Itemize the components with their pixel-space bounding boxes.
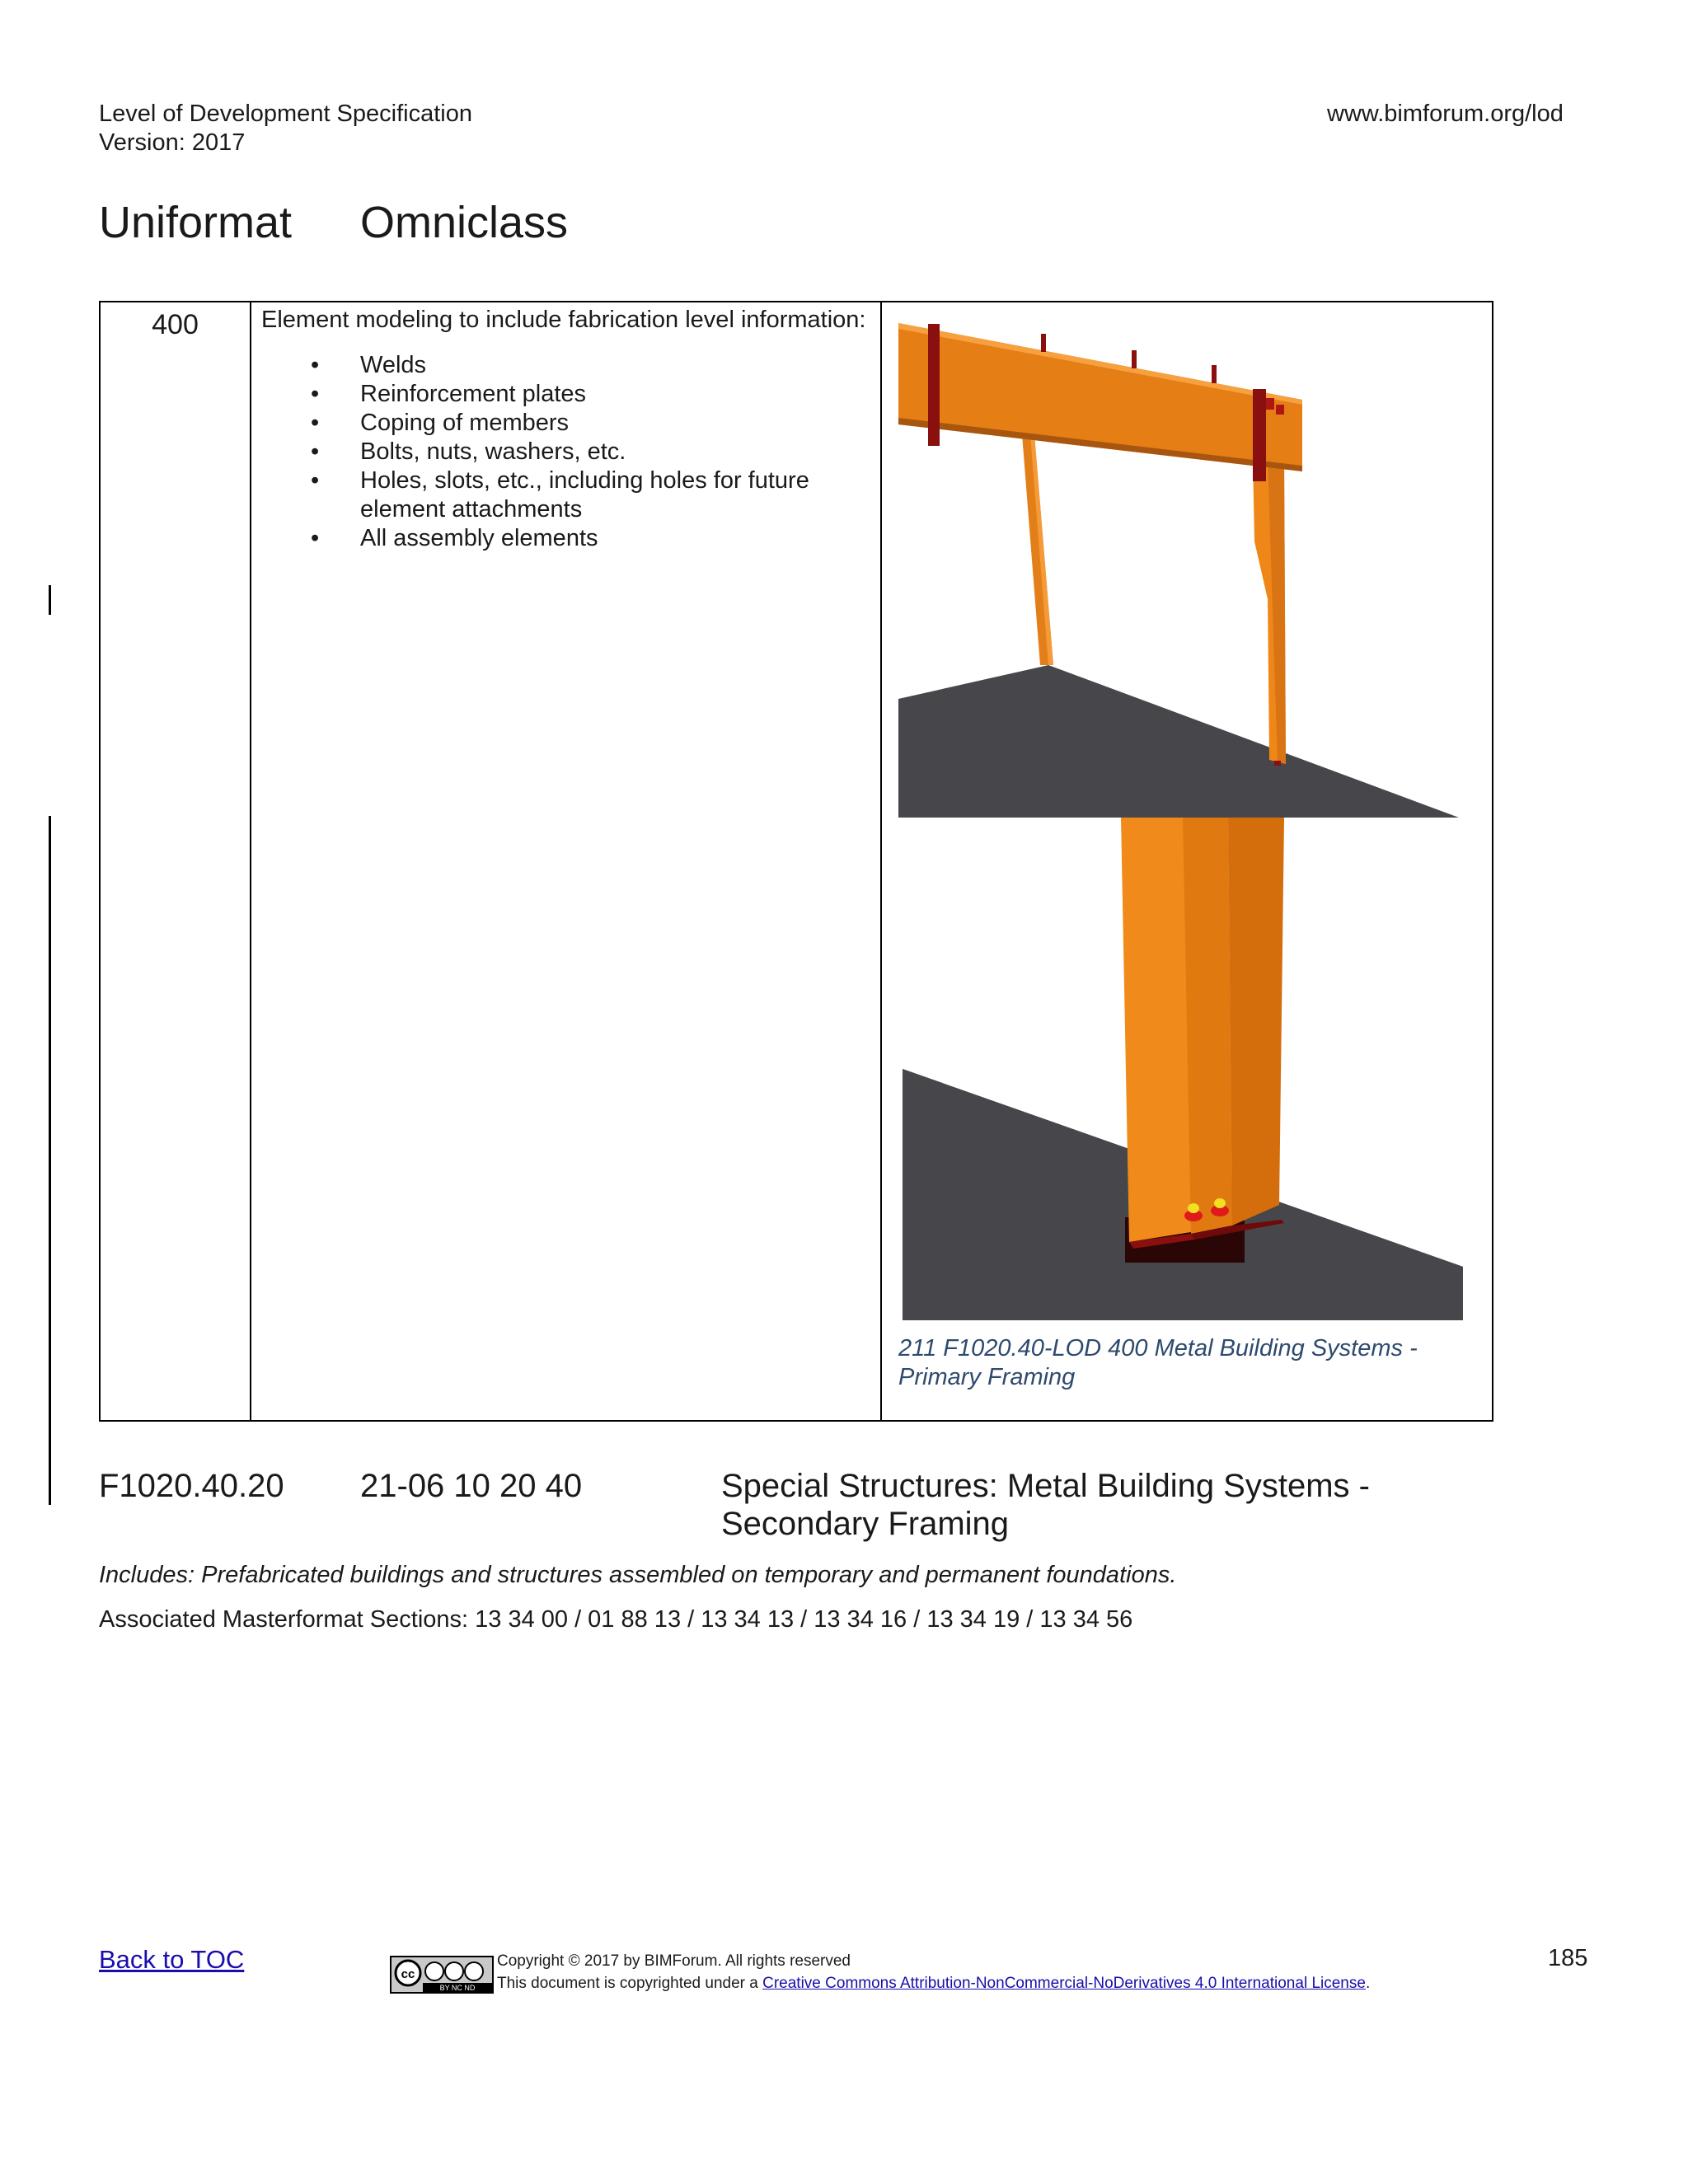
lod-illustration-cell xyxy=(881,302,1493,1421)
page-number: 185 xyxy=(1548,1945,1588,1971)
frame-illustration xyxy=(898,302,1475,818)
list-item: • Coping of members xyxy=(360,409,870,438)
svg-text:BY NC ND: BY NC ND xyxy=(439,1984,476,1992)
list-item: • Bolts, nuts, washers, etc. xyxy=(360,438,870,466)
figure-caption: 211 F1020.40-LOD 400 Metal Building Systems - Primary Framing xyxy=(898,1335,1418,1390)
doc-title: Level of Development Specification xyxy=(99,101,472,127)
uniformat-heading: Uniformat xyxy=(99,198,293,247)
table-row xyxy=(100,302,1493,1421)
license-notice: This document is copyrighted under a Creative Commons Attribution-NonCommercial-NoDerivatives 4.0 International License. xyxy=(497,1975,1371,1992)
lod-description xyxy=(251,302,881,1421)
revision-bar xyxy=(49,585,51,615)
revision-bar xyxy=(49,816,51,1505)
list-item: • Welds xyxy=(360,351,870,380)
license-link[interactable]: Creative Commons Attribution-NonCommercial-NoDerivatives 4.0 International License xyxy=(762,1975,1366,1992)
back-to-toc-link[interactable]: Back to TOC xyxy=(99,1945,245,1974)
list-item: • Reinforcement plates xyxy=(360,380,870,409)
uniformat-code: F1020.40.20 xyxy=(99,1468,284,1504)
masterformat-sections: Associated Masterformat Sections: 13 34 00 / 01 88 13 / 13 34 13 / 13 34 16 / 13 34 19 / 13 34 56 xyxy=(99,1606,1133,1633)
website-url: www.bimforum.org/lod xyxy=(1327,101,1564,127)
omniclass-heading: Omniclass xyxy=(360,198,569,247)
lod-intro: Element modeling to include fabrication level information: xyxy=(261,307,866,333)
omniclass-code: 21-06 10 20 40 xyxy=(360,1468,583,1504)
cc-license-icon xyxy=(390,1956,494,1994)
copyright-notice: Copyright © 2017 by BIMForum. All rights reserved xyxy=(497,1952,851,1970)
lod-item-list xyxy=(261,351,870,553)
list-item: • All assembly elements xyxy=(360,524,870,553)
svg-text:cc: cc xyxy=(401,1967,415,1981)
section-title: Special Structures: Metal Building Systems - Secondary Framing xyxy=(721,1468,1370,1542)
lod-level: 400 xyxy=(100,302,251,1421)
section-includes: Includes: Prefabricated buildings and structures assembled on temporary and permanent foundations. xyxy=(99,1562,1177,1588)
lod-table xyxy=(99,301,1493,1422)
column-base-illustration xyxy=(898,818,1475,1329)
doc-version: Version: 2017 xyxy=(99,129,246,156)
list-item: • Holes, slots, etc., including holes for future element attachments xyxy=(360,466,870,524)
